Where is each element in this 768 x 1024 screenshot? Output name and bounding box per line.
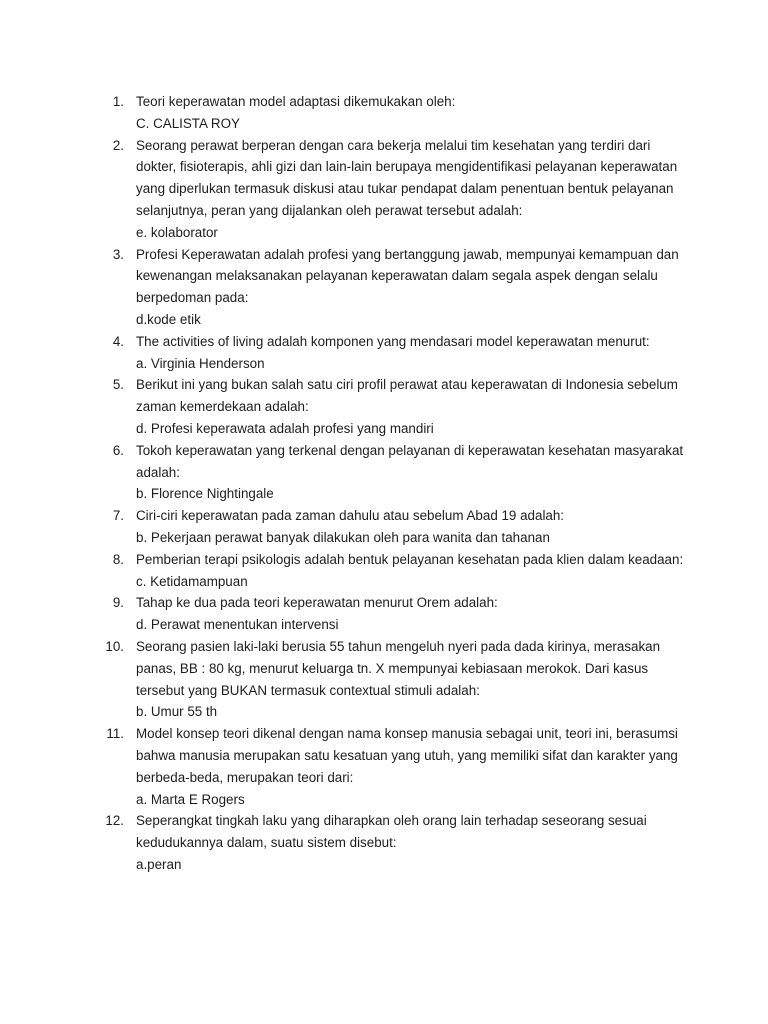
question-item-5: [96, 374, 686, 439]
answer-text: C. CALISTA ROY: [136, 115, 240, 131]
question-text: Seorang perawat berperan dengan cara bekerja melalui tim kesehatan yang terdiri dari dokter, fisioterapis, ahli gizi dan lain-lain berupaya mengidentifikasi pelayanan keperawatan yang diperlukan termasuk diskusi atau tukar pendapat dalam penentuan bentuk pelayanan selanjutnya, peran yang dijalankan oleh perawat tersebut adalah:: [136, 137, 678, 218]
question-item-7: [96, 505, 686, 549]
question-text: Pemberian terapi psikologis adalah bentuk pelayanan kesehatan pada klien dalam keadaan:: [136, 551, 684, 567]
answer-text: a.peran: [136, 856, 182, 872]
answer-text: d. Perawat menentukan intervensi: [136, 617, 339, 633]
question-item-12: [96, 810, 686, 875]
question-number: 10.: [105, 638, 124, 654]
question-item-1: [96, 91, 686, 135]
question-text: Tokoh keperawatan yang terkenal dengan pelayanan di keperawatan kesehatan masyarakat adalah:: [136, 442, 684, 480]
question-text: Ciri-ciri keperawatan pada zaman dahulu atau sebelum Abad 19 adalah:: [136, 508, 565, 524]
question-item-9: [96, 592, 686, 636]
answer-text: d.kode etik: [136, 311, 201, 327]
answer-text: d. Profesi keperawata adalah profesi yang mandiri: [136, 420, 434, 436]
question-text: Profesi Keperawatan adalah profesi yang bertanggung jawab, mempunyai kemampuan dan kewenangan melaksanakan pelayanan keperawatan dalam segala aspek dengan selalu berpedoman pada:: [136, 246, 679, 306]
question-item-3: [96, 244, 686, 331]
question-item-2: [96, 135, 686, 244]
question-number: 4.: [112, 333, 124, 349]
question-list: [96, 91, 686, 876]
question-text: Teori keperawatan model adaptasi dikemukakan oleh:: [136, 94, 456, 109]
answer-text: a. Virginia Henderson: [136, 355, 265, 371]
answer-text: b. Florence Nightingale: [136, 486, 274, 502]
question-text: Seperangkat tingkah laku yang diharapkan oleh orang lain terhadap seseorang sesuai kedudukannya dalam, suatu sistem disebut:: [136, 813, 647, 851]
question-item-10: [96, 636, 686, 723]
question-number: 12.: [105, 813, 124, 829]
question-number: 9.: [112, 595, 124, 611]
question-number: 11.: [106, 726, 124, 742]
question-text: Model konsep teori dikenal dengan nama konsep manusia sebagai unit, teori ini, berasumsi bahwa manusia merupakan satu kesatuan yang utuh, yang memiliki sifat dan karakter yang berbeda-beda, merupakan teori dari:: [136, 726, 678, 785]
question-item-6: [96, 440, 686, 505]
question-item-4: [96, 331, 686, 375]
question-item-8: [96, 549, 686, 593]
answer-text: e. kolaborator: [136, 224, 218, 240]
question-text: Seorang pasien laki-laki berusia 55 tahun mengeluh nyeri pada dada kirinya, merasakan panas, BB : 80 kg, menurut keluarga tn. X mempunyai kebiasaan merokok. Dari kasus tersebut yang BUKAN termasuk contextual stimuli adalah:: [136, 638, 661, 698]
question-number: 2.: [112, 137, 124, 153]
answer-text: c. Ketidamampuan: [136, 573, 248, 589]
question-number: 8.: [112, 551, 124, 567]
question-number: 6.: [112, 442, 124, 458]
question-text: Tahap ke dua pada teori keperawatan menurut Orem adalah:: [136, 595, 498, 611]
question-number: 1.: [112, 94, 124, 109]
answer-text: a. Marta E Rogers: [136, 791, 245, 807]
question-text: The activities of living adalah komponen yang mendasari model keperawatan menurut:: [136, 333, 650, 349]
question-number: 7.: [112, 508, 124, 524]
question-item-11: [96, 723, 686, 810]
answer-text: b. Pekerjaan perawat banyak dilakukan oleh para wanita dan tahanan: [136, 529, 550, 545]
question-number: 5.: [112, 377, 124, 393]
question-text: Berikut ini yang bukan salah satu ciri profil perawat atau keperawatan di Indonesia sebelum zaman kemerdekaan adalah:: [136, 377, 678, 415]
answer-text: b. Umur 55 th: [136, 704, 218, 720]
question-number: 3.: [112, 246, 124, 262]
